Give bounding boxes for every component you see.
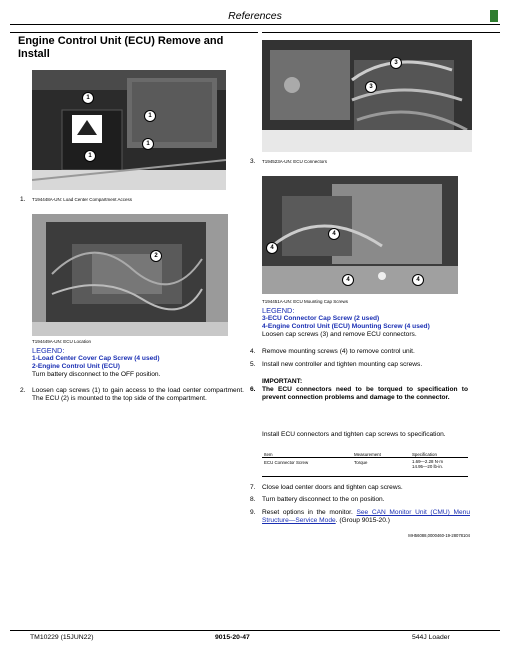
spec-header-item: Item [264,452,273,457]
ecu-mounting-screws-photo [262,176,458,294]
spec-header-specification: Specification [412,452,437,457]
step4-text: Remove mounting screws (4) to remove control unit. [262,348,415,355]
fig4-legend-item-4: 4-Engine Control Unit (ECU) Mounting Screw (4 used) [262,323,430,330]
fig4-callout-4a: 4 [328,228,340,240]
spec-cell-value [410,458,468,470]
step7-text: Close load center doors and tighten cap screws. [262,484,403,491]
spec-cell-item: ECU Connector Screw [264,460,309,465]
green-tab-marker [490,10,498,22]
spec-value-metric: 1.69—2.28 N·m [412,459,443,464]
spec-header-measurement: Measurement [354,452,381,457]
fig4-callout-4b: 4 [266,242,278,254]
step5-number: 5. [250,361,256,368]
spec-cell-measurement: Torque [354,460,368,465]
left-column-rule [10,32,258,33]
step4-number: 4. [250,348,256,355]
cmu-menu-link[interactable]: See CAN Monitor Unit (CMU) Menu Structure—Service Mode [262,509,470,524]
fig1-callout-1a: 1 [82,92,94,104]
compartment-illustration [32,214,228,336]
fig4-caption: T194451A-UN: ECU Mounting Cap Screws [262,299,349,304]
fig1-callout-1b: 1 [144,110,156,122]
fig1-number: 1. [20,196,26,203]
fig2-legend-item-2: 2-Engine Control Unit (ECU) [32,363,120,370]
load-center-access-photo [32,70,226,190]
fig1-caption: T194448A-UN: Load Center Compartment Access [32,197,133,202]
fig3-caption: T194523A-UN: ECU Connectors [262,159,328,164]
right-column-rule [262,32,500,33]
fig2-legend-title: LEGEND: [32,346,65,355]
fig2-caption: T194449A-UN: ECU Location [32,339,92,344]
important-label: IMPORTANT: [262,378,303,385]
fig4-legend-title: LEGEND: [262,306,295,315]
connectors-illustration [262,40,472,152]
fig2-callout-2: 2 [150,250,162,262]
step5-text: Install new controller and tighten mounting cap screws. [262,361,423,368]
fig4-callout-4c: 4 [342,274,354,286]
spec-table-row [262,458,468,470]
fig3-callout-3a: 3 [390,57,402,69]
step3-continuation: Loosen cap screws (3) and remove ECU connectors. [262,331,417,338]
spec-value-imperial: 14.95—20 lb-in. [412,464,443,469]
step6-number: 6. [250,386,256,393]
step9-number: 9. [250,509,256,516]
step2-number: 2. [20,387,26,394]
loader-cab-illustration [32,70,226,190]
ecu-location-photo [32,214,228,336]
header-rule [10,24,500,25]
mounting-illustration [262,176,458,294]
fig4-callout-4d: 4 [412,274,424,286]
fig1-callout-1d: 1 [142,138,154,150]
fig3-callout-3b: 3 [365,81,377,93]
step7-number: 7. [250,484,256,491]
running-header: References [228,10,282,22]
spec-table [262,452,468,469]
step9-tail: . (Group 9015-20.) [335,517,390,524]
step8-number: 8. [250,496,256,503]
footer-rule [10,630,500,631]
fig4-legend-item-3: 3-ECU Connector Cap Screw (2 used) [262,315,380,322]
step6-text: The ECU connectors need to be torqued to specification to prevent connection problems and damage to the connector. [262,386,468,401]
footer-page-number: 9015-20-47 [215,634,250,641]
step8-text: Turn battery disconnect to the on position. [262,496,385,503]
spec-intro-text: Install ECU connectors and tighten cap screws to specification. [262,431,446,438]
step9-text [262,509,470,525]
fig3-number: 3. [250,158,256,165]
ecu-connectors-photo [262,40,472,152]
step9-lead: Reset options in the monitor. [262,509,353,516]
spec-table-bottom-rule [262,476,468,477]
fig2-legend-item-1: 1-Load Center Cover Cap Screw (4 used) [32,355,160,362]
step2-text: Loosen cap screws (1) to gain access to the load center compartment. The ECU (2) is mounted to the top side of the compartment. [32,387,244,402]
document-id: MH56088,0000460-19-28078104 [408,533,470,538]
fig1-callout-1c: 1 [84,150,96,162]
footer-manual-id: TM10229 (15JUN22) [30,634,94,641]
turn-battery-off-text: Turn battery disconnect to the OFF position. [32,371,161,378]
footer-model: 544J Loader [412,634,450,641]
section-title: Engine Control Unit (ECU) Remove and Install [18,35,224,60]
